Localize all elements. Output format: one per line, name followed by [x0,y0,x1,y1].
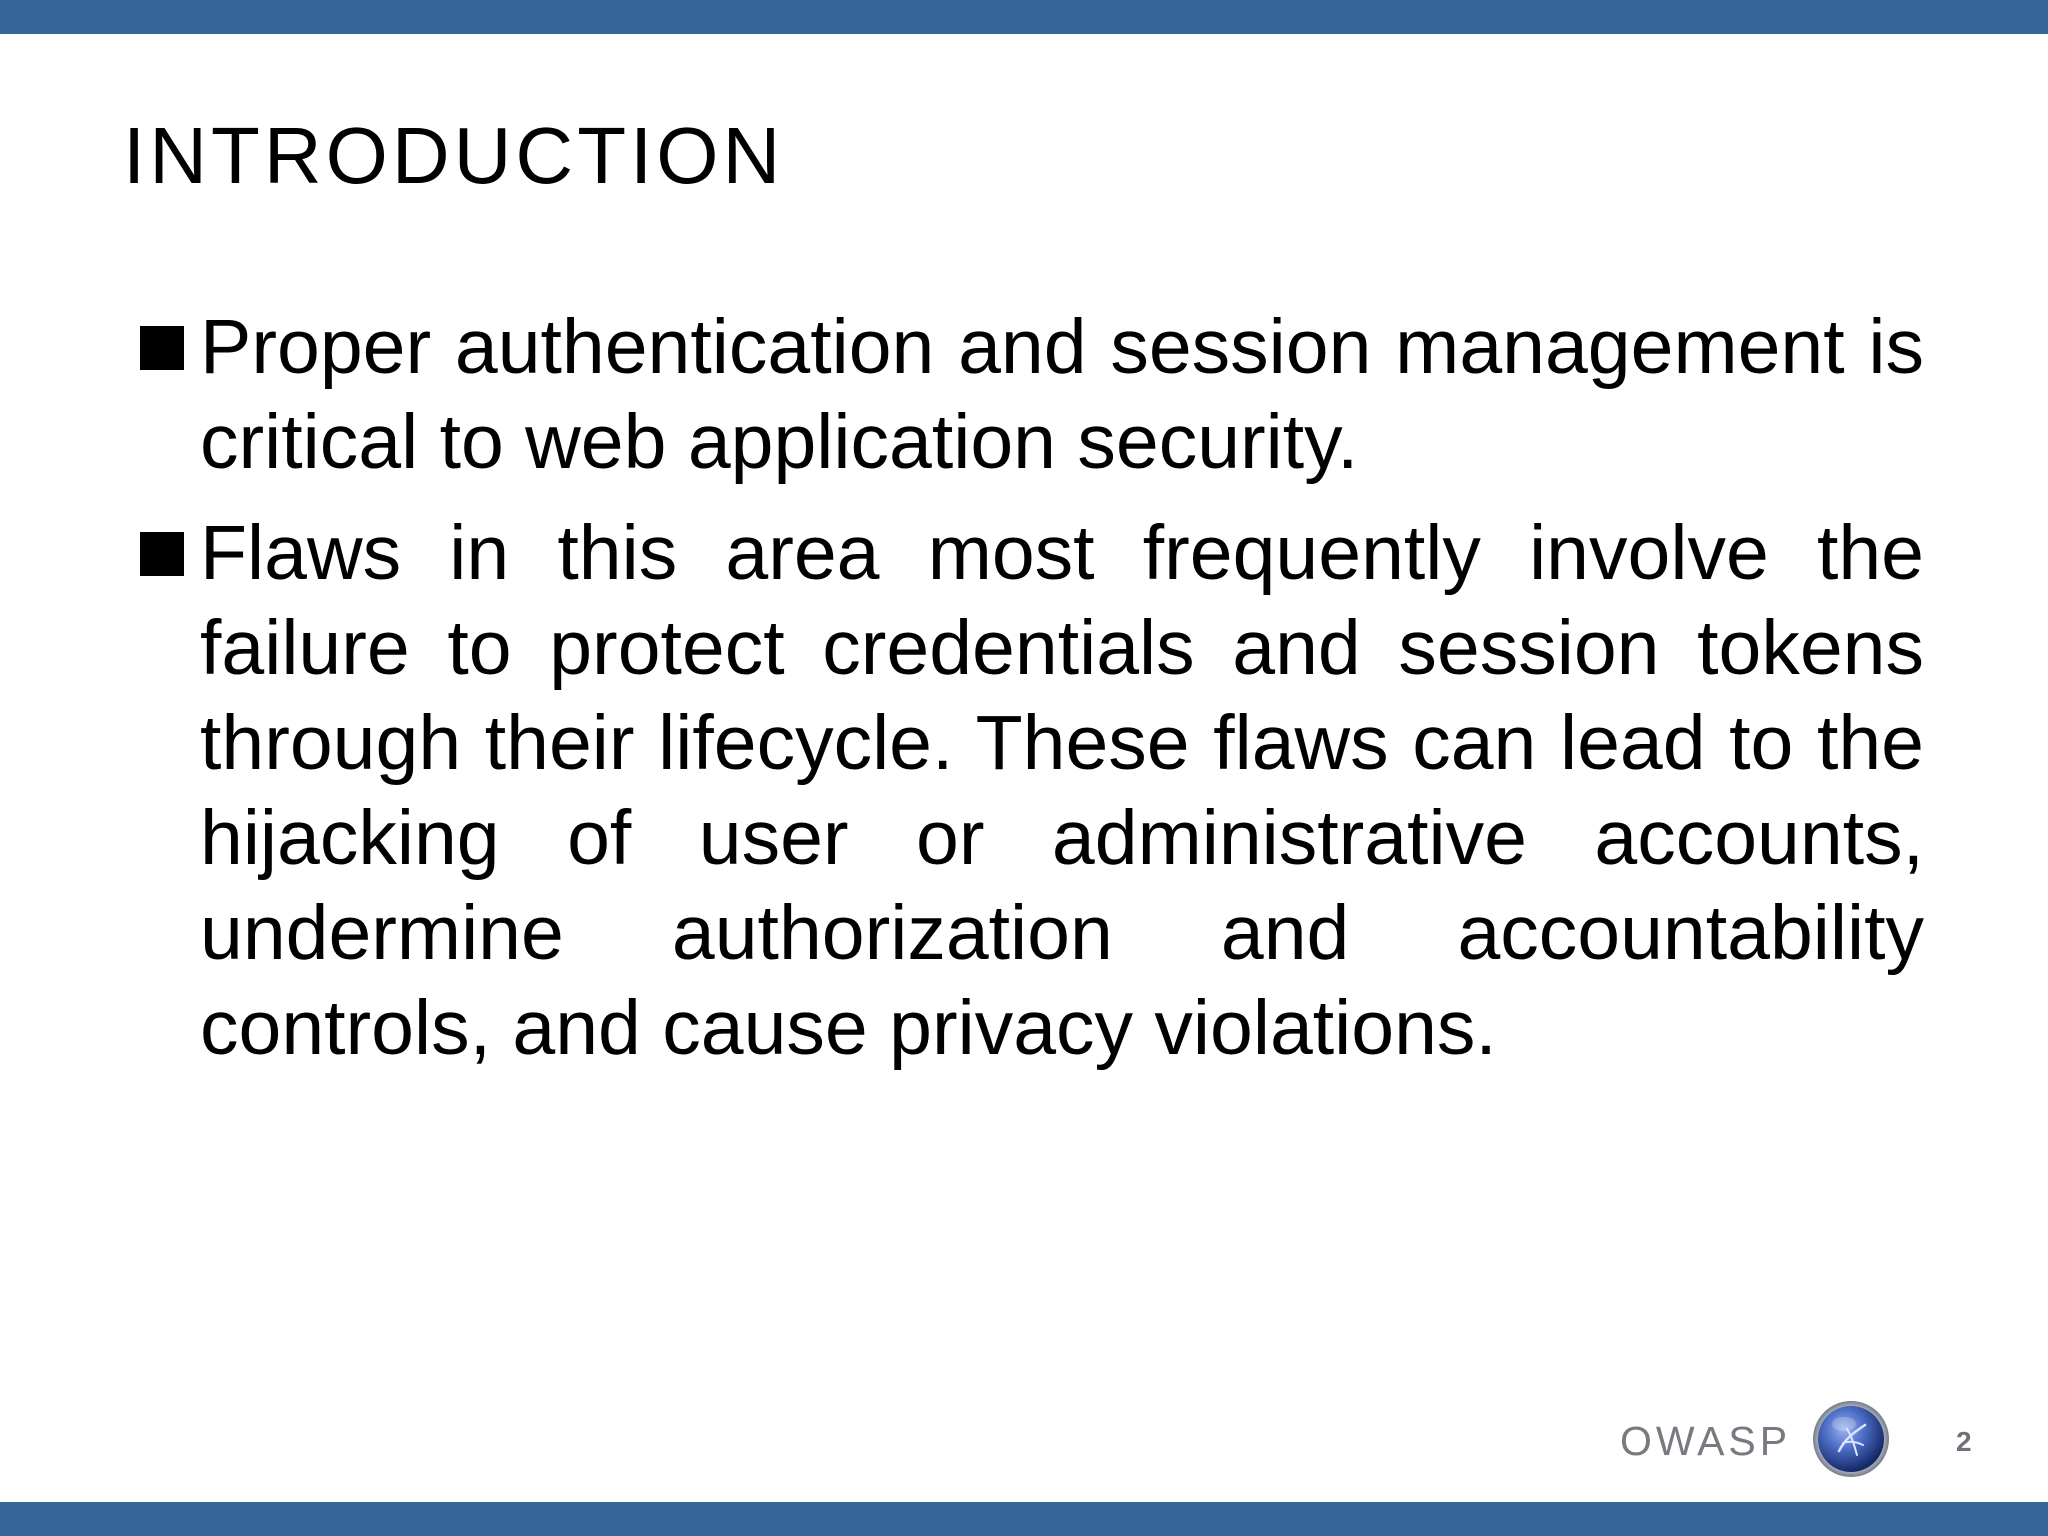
square-bullet-icon [140,532,184,576]
bullet-item [138,506,1924,1076]
bullet-text: Proper authentication and session management is critical to web application security. [200,304,1924,485]
bullet-item [138,300,1924,490]
footer-brand: OWASP [1620,1418,1792,1464]
bullet-text: Flaws in this area most frequently involve the failure to protect credentials and session tokens through their lifecycle. These flaws can lead to the hijacking of user or administrative accounts, undermine authorization and accountability controls, and cause privacy violations. [200,510,1924,1071]
slide-title: INTRODUCTION [123,111,785,200]
owasp-logo-icon [1811,1399,1891,1479]
page-number: 2 [1956,1426,1972,1457]
square-bullet-icon [140,326,184,370]
bullet-list [138,300,1924,1092]
top-color-bar [0,0,2048,34]
bottom-color-bar [0,1502,2048,1536]
